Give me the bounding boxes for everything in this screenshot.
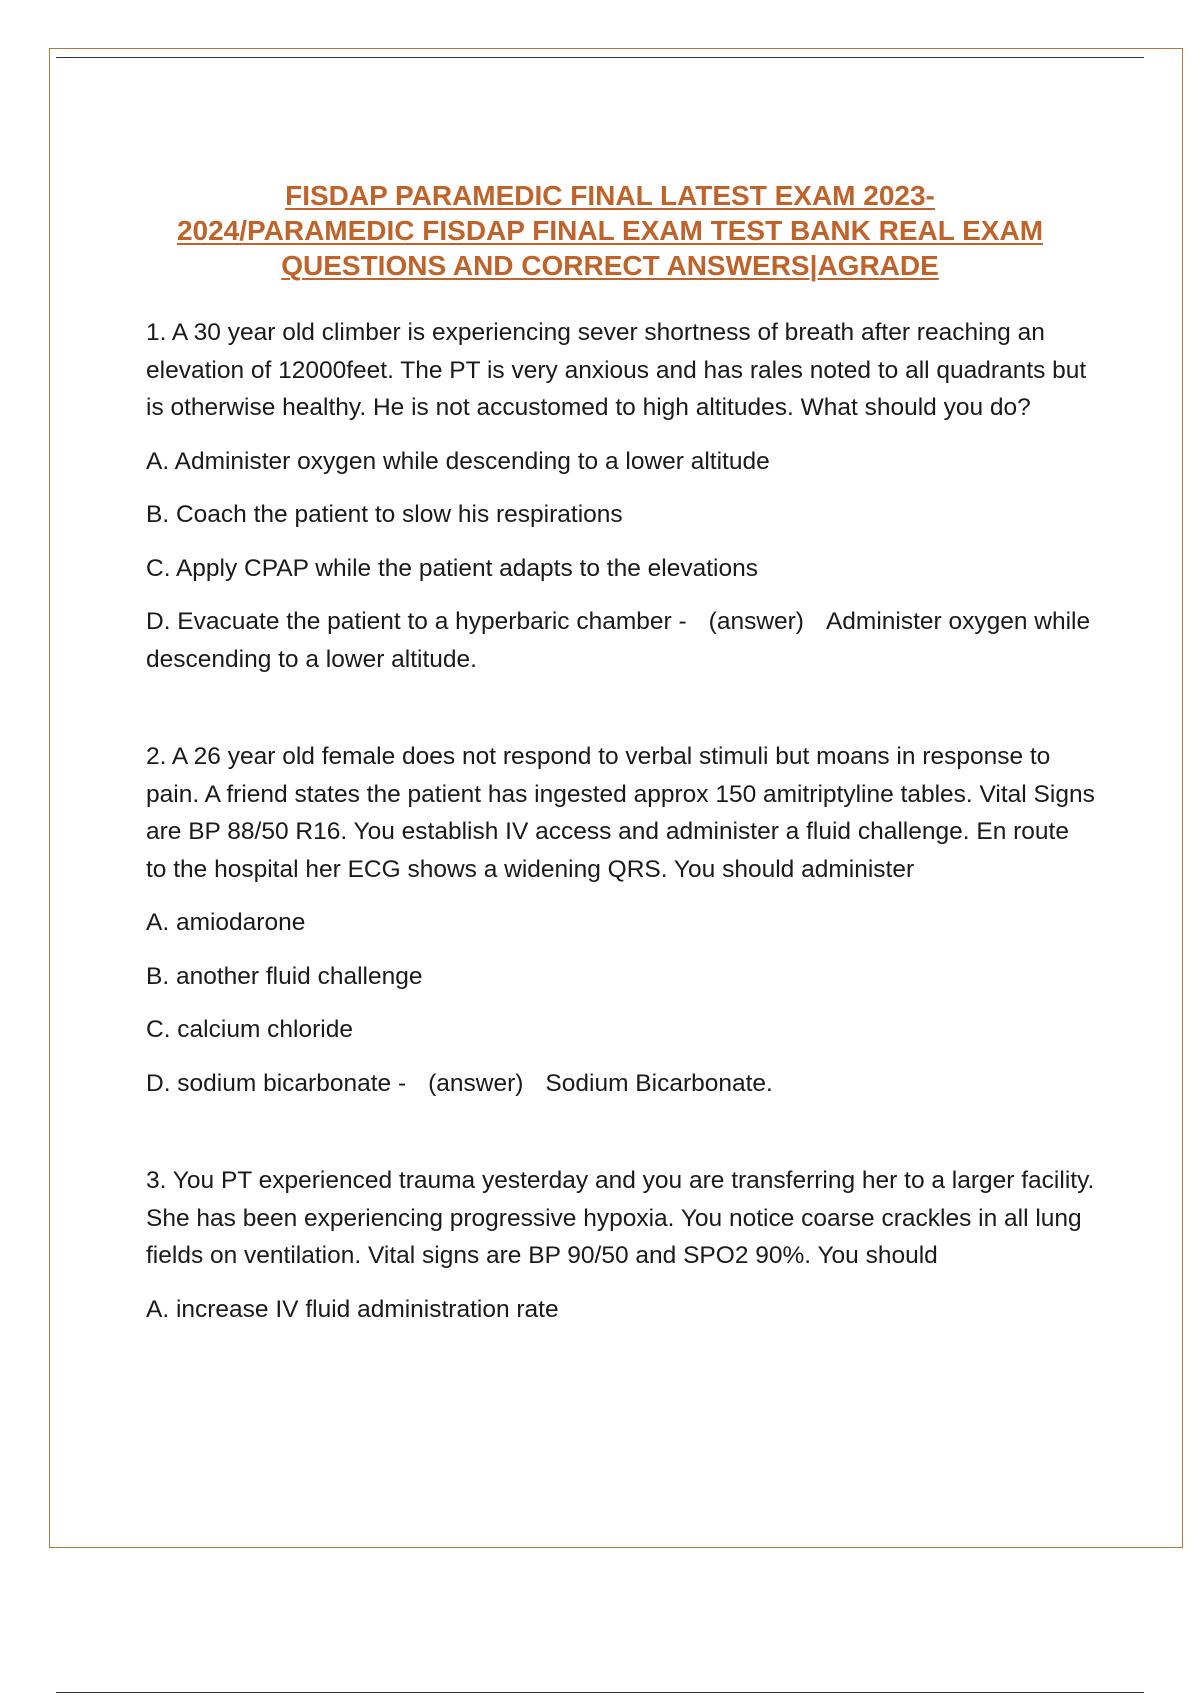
question-text: 2. A 26 year old female does not respond to verbal stimuli but moans in response to pain. A friend states the patient has ingested approx 150 amitriptyline tables. Vital Signs are BP 88/50 R16. You establish IV access and administer a fluid challenge. En route to the hospital her ECG shows a widening QRS. You should administer <box>146 743 1095 883</box>
question-3 <box>146 1162 1096 1328</box>
option-a: A. amiodarone <box>146 909 306 936</box>
answer-tag: (answer) <box>708 608 804 635</box>
question-text: 3. You PT experienced trauma yesterday and you are transferring her to a larger facility. She has been experiencing progressive hypoxia. You notice coarse crackles in all lung fields on ventilation. Vital signs are BP 90/50 and SPO2 90%. You should <box>146 1167 1095 1269</box>
title-line-2: 2024/PARAMEDIC FISDAP FINAL EXAM TEST BANK REAL EXAM <box>176 215 1044 246</box>
option-d: D. Evacuate the patient to a hyperbaric chamber - <box>146 608 687 635</box>
exam-content <box>146 314 1096 1388</box>
question-2 <box>146 738 1096 1102</box>
title-line-1: FISDAP PARAMEDIC FINAL LATEST EXAM 2023- <box>285 180 935 211</box>
answer-tag: (answer) <box>428 1069 524 1097</box>
option-c: C. Apply CPAP while the patient adapts to the elevations <box>146 554 758 582</box>
option-d: D. sodium bicarbonate - <box>146 1069 407 1097</box>
answer-text: Administer oxygen while descending to a lower altitude. <box>146 608 1091 673</box>
option-b: B. another fluid challenge <box>146 962 423 990</box>
title-line-3: QUESTIONS AND CORRECT ANSWERS|AGRADE <box>281 250 939 281</box>
option-c: C. calcium chloride <box>146 1016 353 1043</box>
footer-rule <box>56 1692 1144 1693</box>
option-d-with-answer <box>146 1065 1096 1103</box>
option-a: A. increase IV fluid administration rate <box>146 1295 559 1323</box>
option-a: A. Administer oxygen while descending to a lower altitude <box>146 447 770 475</box>
document-title <box>130 178 1090 283</box>
question-1 <box>146 314 1096 678</box>
question-text: 1. A 30 year old climber is experiencing sever shortness of breath after reaching an elevation of 12000feet. The PT is very anxious and has rales noted to all quadrants but is otherwise healthy. He is not accustomed to high altitudes. What should you do? <box>146 319 1087 421</box>
header-rule <box>56 57 1144 58</box>
option-b: B. Coach the patient to slow his respirations <box>146 501 623 528</box>
option-d-with-answer <box>146 603 1096 678</box>
answer-text: Sodium Bicarbonate. <box>545 1069 773 1097</box>
